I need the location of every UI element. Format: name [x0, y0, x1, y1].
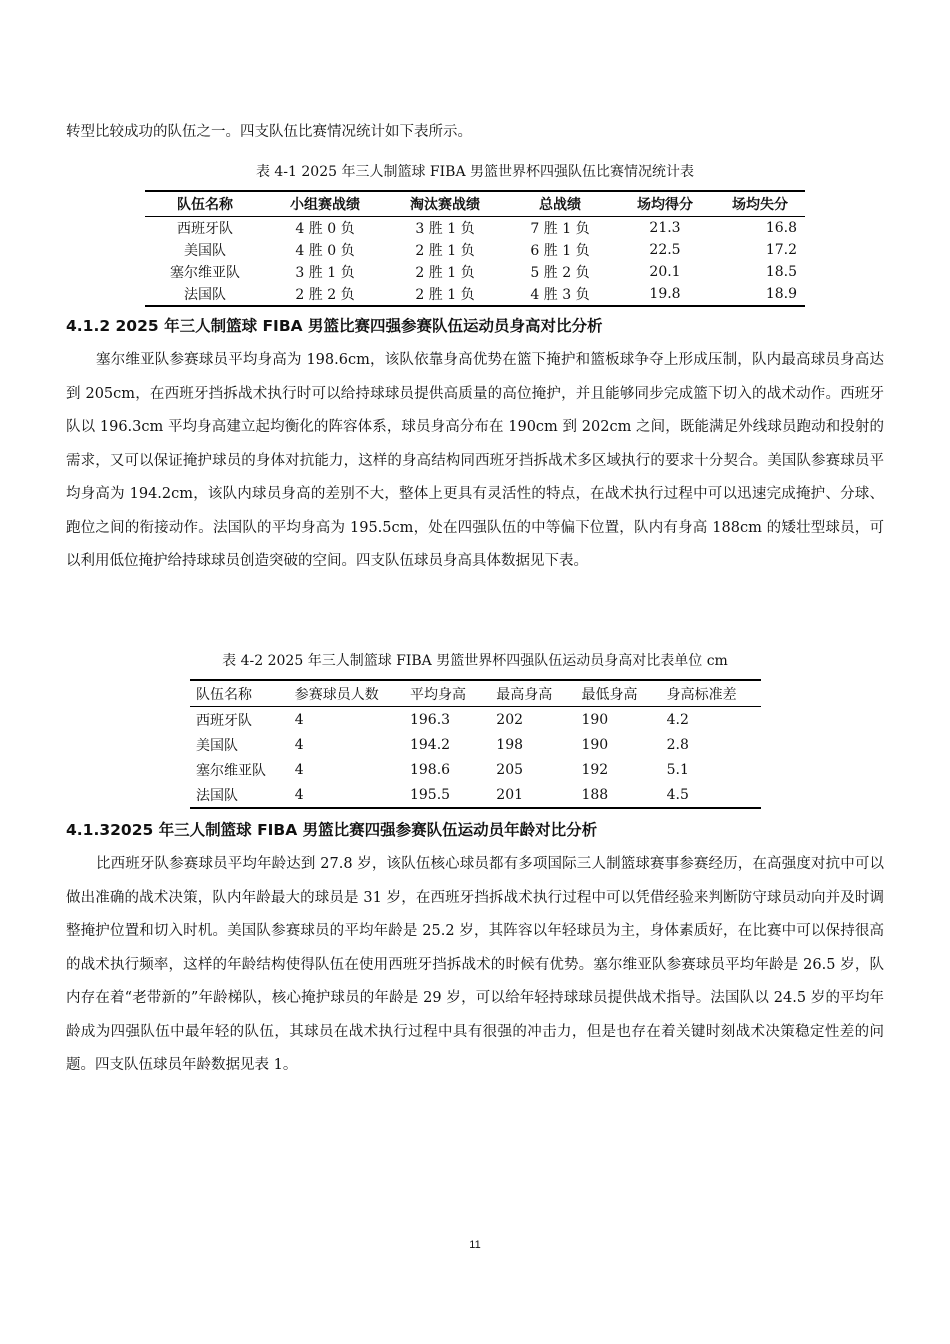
table-header-row [190, 680, 761, 707]
col-header: 身高标准差 [661, 680, 761, 707]
table-cell: 190 [581, 736, 609, 753]
table-cell: 195.5 [409, 786, 451, 803]
table-cell: 190 [581, 711, 609, 728]
table-row [190, 732, 761, 757]
table-cell: 法国队 [196, 787, 238, 804]
col-header: 场均失分 [715, 191, 805, 217]
table-cell: 19.8 [649, 286, 681, 302]
table-cell: 22.5 [649, 242, 681, 258]
col-header: 参赛球员人数 [289, 680, 404, 707]
table-cell: 198.6 [409, 761, 451, 778]
table-cell: 17.2 [765, 242, 797, 258]
table-cell: 194.2 [409, 736, 451, 753]
table-cell: 4 胜 0 负 [295, 243, 355, 259]
table-row [190, 782, 761, 808]
table-cell: 美国队 [184, 243, 226, 259]
col-header: 最高身高 [490, 680, 575, 707]
table-row [190, 707, 761, 733]
table-cell: 2.8 [666, 736, 689, 753]
table-cell: 美国队 [196, 737, 238, 754]
table-cell: 7 胜 1 负 [530, 221, 590, 237]
table-cell: 4.2 [666, 711, 689, 728]
table-cell: 4 [294, 736, 304, 753]
table-cell: 201 [496, 786, 524, 803]
table2-caption: 表 4-2 2025 年三人制篮球 FIBA 男篮世界杯四强队伍运动员身高对比表单位 cm [222, 653, 728, 669]
table-row [145, 217, 805, 240]
table-cell: 塞尔维亚队 [170, 265, 240, 281]
col-header: 平均身高 [404, 680, 490, 707]
table-cell: 3 胜 1 负 [415, 221, 475, 237]
height-comparison-table [190, 679, 761, 809]
section-heading-413: 4.1.32025 年三人制篮球 FIBA 男篮比赛四强参赛队伍运动员年龄对比分析 [66, 821, 598, 839]
table-cell: 2 胜 1 负 [415, 287, 475, 303]
table-cell: 188 [581, 786, 609, 803]
match-stats-table [145, 190, 805, 307]
col-header: 小组赛战绩 [265, 191, 385, 217]
col-header: 队伍名称 [145, 191, 265, 217]
col-header: 队伍名称 [190, 680, 289, 707]
table-cell: 西班牙队 [196, 712, 252, 729]
table-cell: 196.3 [409, 711, 451, 728]
section-heading-412: 4.1.2 2025 年三人制篮球 FIBA 男篮比赛四强参赛队伍运动员身高对比分析 [66, 317, 603, 335]
table-cell: 192 [581, 761, 609, 778]
table-cell: 4.5 [666, 786, 689, 803]
table-cell: 西班牙队 [177, 221, 233, 237]
table-cell: 2 胜 1 负 [415, 243, 475, 259]
table-cell: 198 [496, 736, 524, 753]
table-cell: 6 胜 1 负 [530, 243, 590, 259]
table-row [190, 757, 761, 782]
col-header: 总战绩 [505, 191, 615, 217]
table-cell: 202 [496, 711, 524, 728]
page-number: 11 [469, 1239, 481, 1251]
col-header: 场均得分 [615, 191, 715, 217]
table-cell: 205 [496, 761, 524, 778]
table-cell: 16.8 [765, 220, 797, 236]
table-cell: 18.9 [765, 286, 797, 302]
table-cell: 法国队 [184, 287, 226, 303]
table-cell: 5 胜 2 负 [530, 265, 590, 281]
col-header: 最低身高 [575, 680, 660, 707]
table-cell: 塞尔维亚队 [196, 762, 266, 779]
table-cell: 20.1 [649, 264, 681, 280]
table-cell: 2 胜 2 负 [295, 287, 355, 303]
col-header: 淘汰赛战绩 [385, 191, 505, 217]
table-row [145, 239, 805, 261]
table-row [145, 283, 805, 306]
table-row [145, 261, 805, 283]
table1-caption: 表 4-1 2025 年三人制篮球 FIBA 男篮世界杯四强队伍比赛情况统计表 [255, 164, 695, 180]
table-cell: 4 胜 3 负 [530, 287, 590, 303]
table-cell: 18.5 [765, 264, 797, 280]
table-cell: 4 [294, 761, 304, 778]
age-analysis-paragraph: 比西班牙队参赛球员平均年龄达到 27.8 岁，该队伍核心球员都有多项国际三人制篮球赛事参赛经历，在高强度对抗中可以做出准确的战术决策，队内年龄最大的球员是 31 岁，在西班牙挡拆战术执行过程中可以凭借经验来判断防守球员动向并及时调整掩护位置和切入时机。美国队参赛球员的平均年龄是 25.2 岁，其阵容以年轻球员为主，身体素质好，在比赛中可以保持很高的战术执行频率，这样的年龄结构使得队伍在使用西班牙挡拆战术的时候有优势。塞尔维亚队参赛球员平均年龄是 26.5 岁，队内存在着“老带新的”年龄梯队，核心掩护球员的年龄是 29 岁，可以给年轻持球球员提供战术指导。法国队以 24.5 岁的平均年龄成为四强队伍中最年轻的队伍，其球员在战术执行过程中具有很强的冲击力，但是也存在着关键时刻战术决策稳定性差的问题。四支队伍球员年龄数据见表 1。 [66, 856, 884, 1073]
height-analysis-paragraph: 塞尔维亚队参赛球员平均身高为 198.6cm，该队依靠身高优势在篮下掩护和篮板球争夺上形成压制，队内最高球员身高达到 205cm，在西班牙挡拆战术执行时可以给持球球员提供高质量的高位掩护，并且能够同步完成篮下切入的战术动作。西班牙队以 196.3cm 平均身高建立起均衡化的阵容体系，球员身高分布在 190cm 到 202cm 之间，既能满足外线球员跑动和投射的需求，又可以保证掩护球员的身体对抗能力，这样的身高结构同西班牙挡拆战术多区域执行的要求十分契合。美国队参赛球员平均身高为 194.2cm，该队内球员身高的差别不大，整体上更具有灵活性的特点，在战术执行过程中可以迅速完成掩护、分球、跑位之间的衔接动作。法国队的平均身高为 195.5cm，处在四强队伍的中等偏下位置，队内有身高 188cm 的矮壮型球员，可以利用低位掩护给持球球员创造突破的空间。四支队伍球员身高具体数据见下表。 [66, 352, 884, 569]
table-cell: 4 [294, 786, 304, 803]
table-cell: 4 胜 0 负 [295, 221, 355, 237]
table-cell: 4 [294, 711, 304, 728]
table-cell: 2 胜 1 负 [415, 265, 475, 281]
table-cell: 3 胜 1 负 [295, 265, 355, 281]
table-cell: 21.3 [649, 220, 681, 236]
intro-line: 转型比较成功的队伍之一。四支队伍比赛情况统计如下表所示。 [66, 124, 472, 140]
table-cell: 5.1 [666, 761, 689, 778]
table-header-row [145, 191, 805, 217]
